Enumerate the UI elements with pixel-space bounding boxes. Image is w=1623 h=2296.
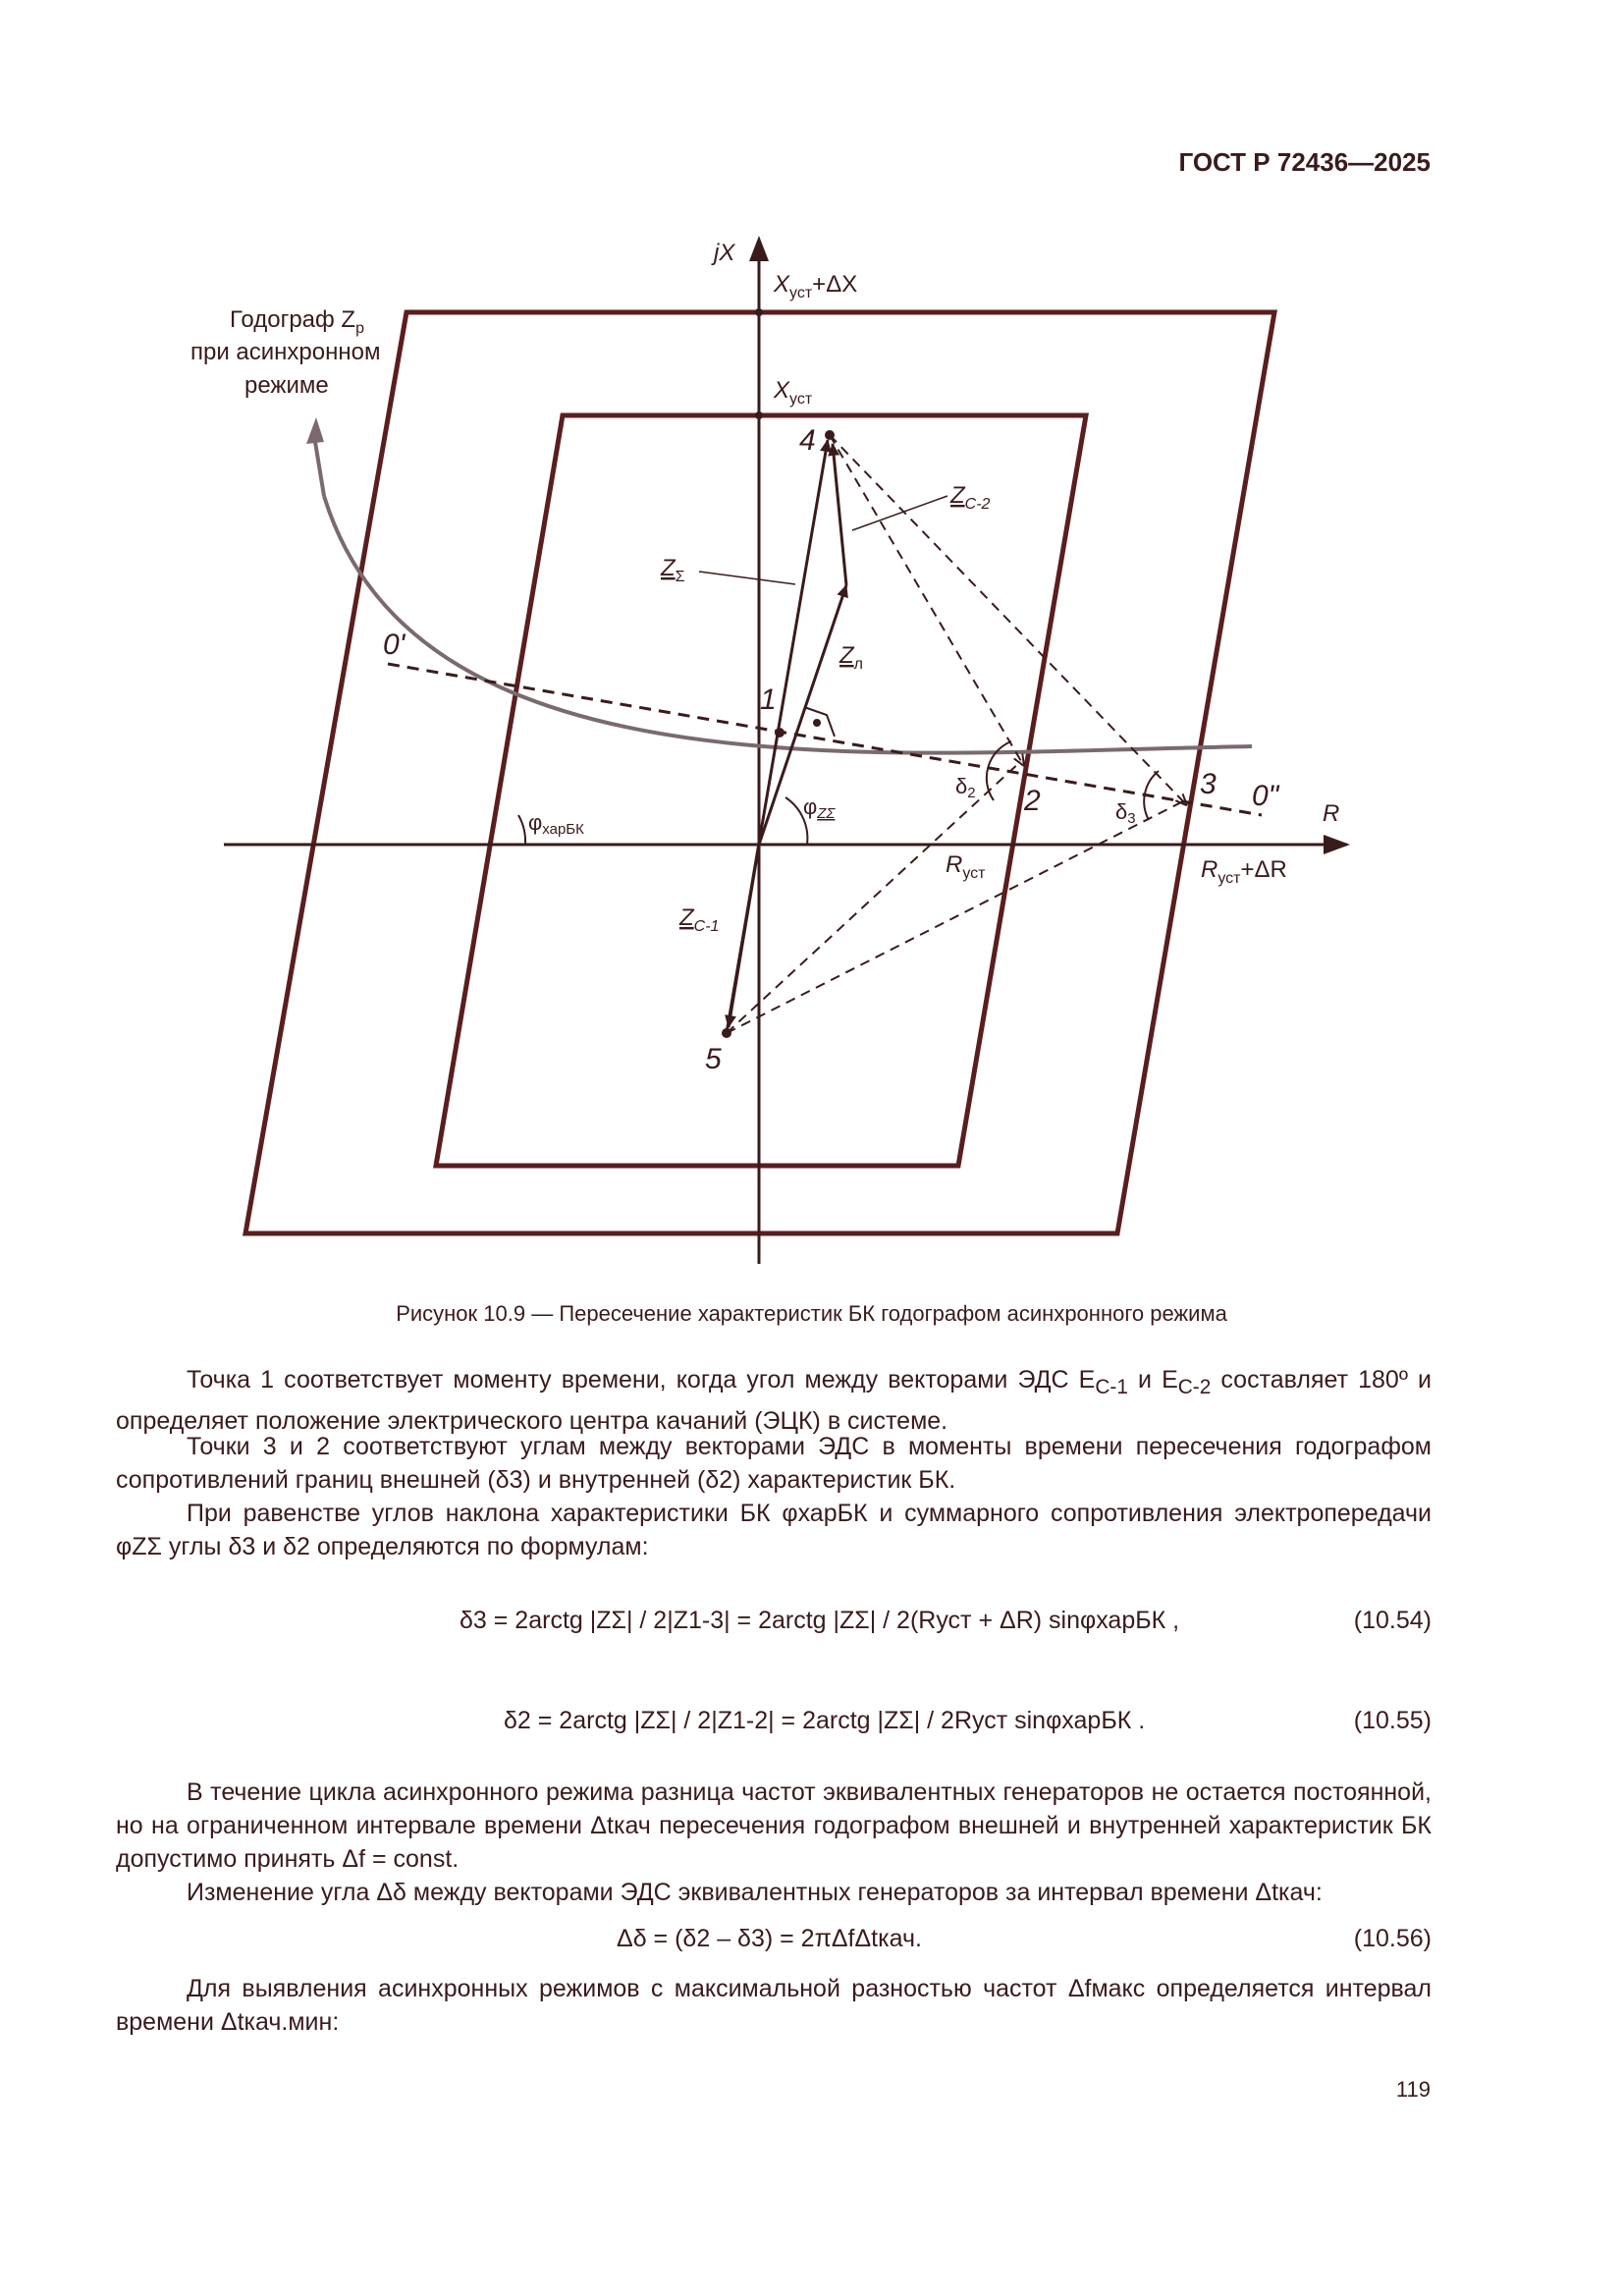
document-header: ГОСТ Р 72436—2025 (1178, 147, 1431, 177)
hodograph-label-1: Годограф $Z_р$ (230, 306, 364, 337)
delta3-label: δ3 (1115, 799, 1136, 827)
r-ust-dr-label: $R_{уст}+\Delta R$ (1201, 856, 1287, 887)
delta2-label: δ2 (955, 774, 976, 801)
vector-zc1 (729, 845, 759, 1027)
phi-bk-label: φхарБК (528, 810, 584, 838)
axis-r-label: R (1323, 800, 1340, 827)
vector-zc2 (833, 444, 846, 585)
point-0-left-label: 0' (383, 629, 406, 661)
point-5-label: 5 (705, 1043, 722, 1075)
point-0-right-label: 0" (1252, 780, 1279, 812)
x-ust-dx-label: $X_{уст}+\Delta X$ (774, 271, 858, 301)
x-ust-label: $X_{уст}$ (774, 377, 813, 408)
zl-label: $Z_л$ (839, 642, 864, 673)
paragraph-2: Точки 3 и 2 соответствуют углам между векторами ЭДС в моменты времени пересечения годографом сопротивлений границ внешней (δ3) и внутренней (δ2) характеристик БК. (116, 1433, 1432, 1494)
point-4-label: 4 (799, 424, 816, 457)
paragraph-5: Изменение угла Δδ между векторами ЭДС эквивалентных генераторов за интервал времени Δtкач: (187, 1879, 1323, 1906)
r-ust-label: $R_{уст}$ (946, 851, 986, 882)
zc2-label: $Z_{С-2}$ (950, 482, 991, 513)
point-1-label: 1 (760, 683, 777, 716)
hodograph-label-2: при асинхронном (190, 339, 381, 365)
figure-caption: Рисунок 10.9 — Пересечение характеристик БК годографом асинхронного режима (396, 1301, 1227, 1326)
point-2-label: 2 (1024, 785, 1041, 817)
page-number: 119 (1395, 2077, 1431, 2102)
hodograph-curve (324, 496, 1252, 753)
axis-jx-label: jX (714, 240, 735, 266)
paragraph-3: При равенстве углов наклона характеристики БК φхарБК и суммарного сопротивления электропередачи φZΣ углы δ3 и δ2 определяются по формулам: (116, 1500, 1432, 1560)
zc1-label: $Z_{С-1}$ (679, 904, 720, 935)
paragraph-1: Точка 1 соответствует моменту времени, когда угол между векторами ЭДС $E_{С-1}$ и $E_{С-2}$ составляет 180º и определяет положение электрического центра качаний (ЭЦК) в системе. (116, 1366, 1433, 1435)
paragraph-4: В течение цикла асинхронного режима разница частот эквивалентных генераторов не остается постоянной, но на ограниченном интервале времени Δtкач пересечения годографом внешней и внутренней характеристик БК допустимо принять Δf = const. (116, 1778, 1432, 1873)
zsum-label: $Z_\Sigma$ (661, 555, 685, 585)
phi-z-label: φZΣ (803, 794, 836, 822)
hodograph-label-3: режиме (244, 372, 329, 399)
point-3-label: 3 (1200, 768, 1217, 800)
paragraph-6: Для выявления асинхронных режимов с максимальной разностью частот Δfмакс определяется интервал времени Δtкач.мин: (116, 1975, 1432, 2036)
